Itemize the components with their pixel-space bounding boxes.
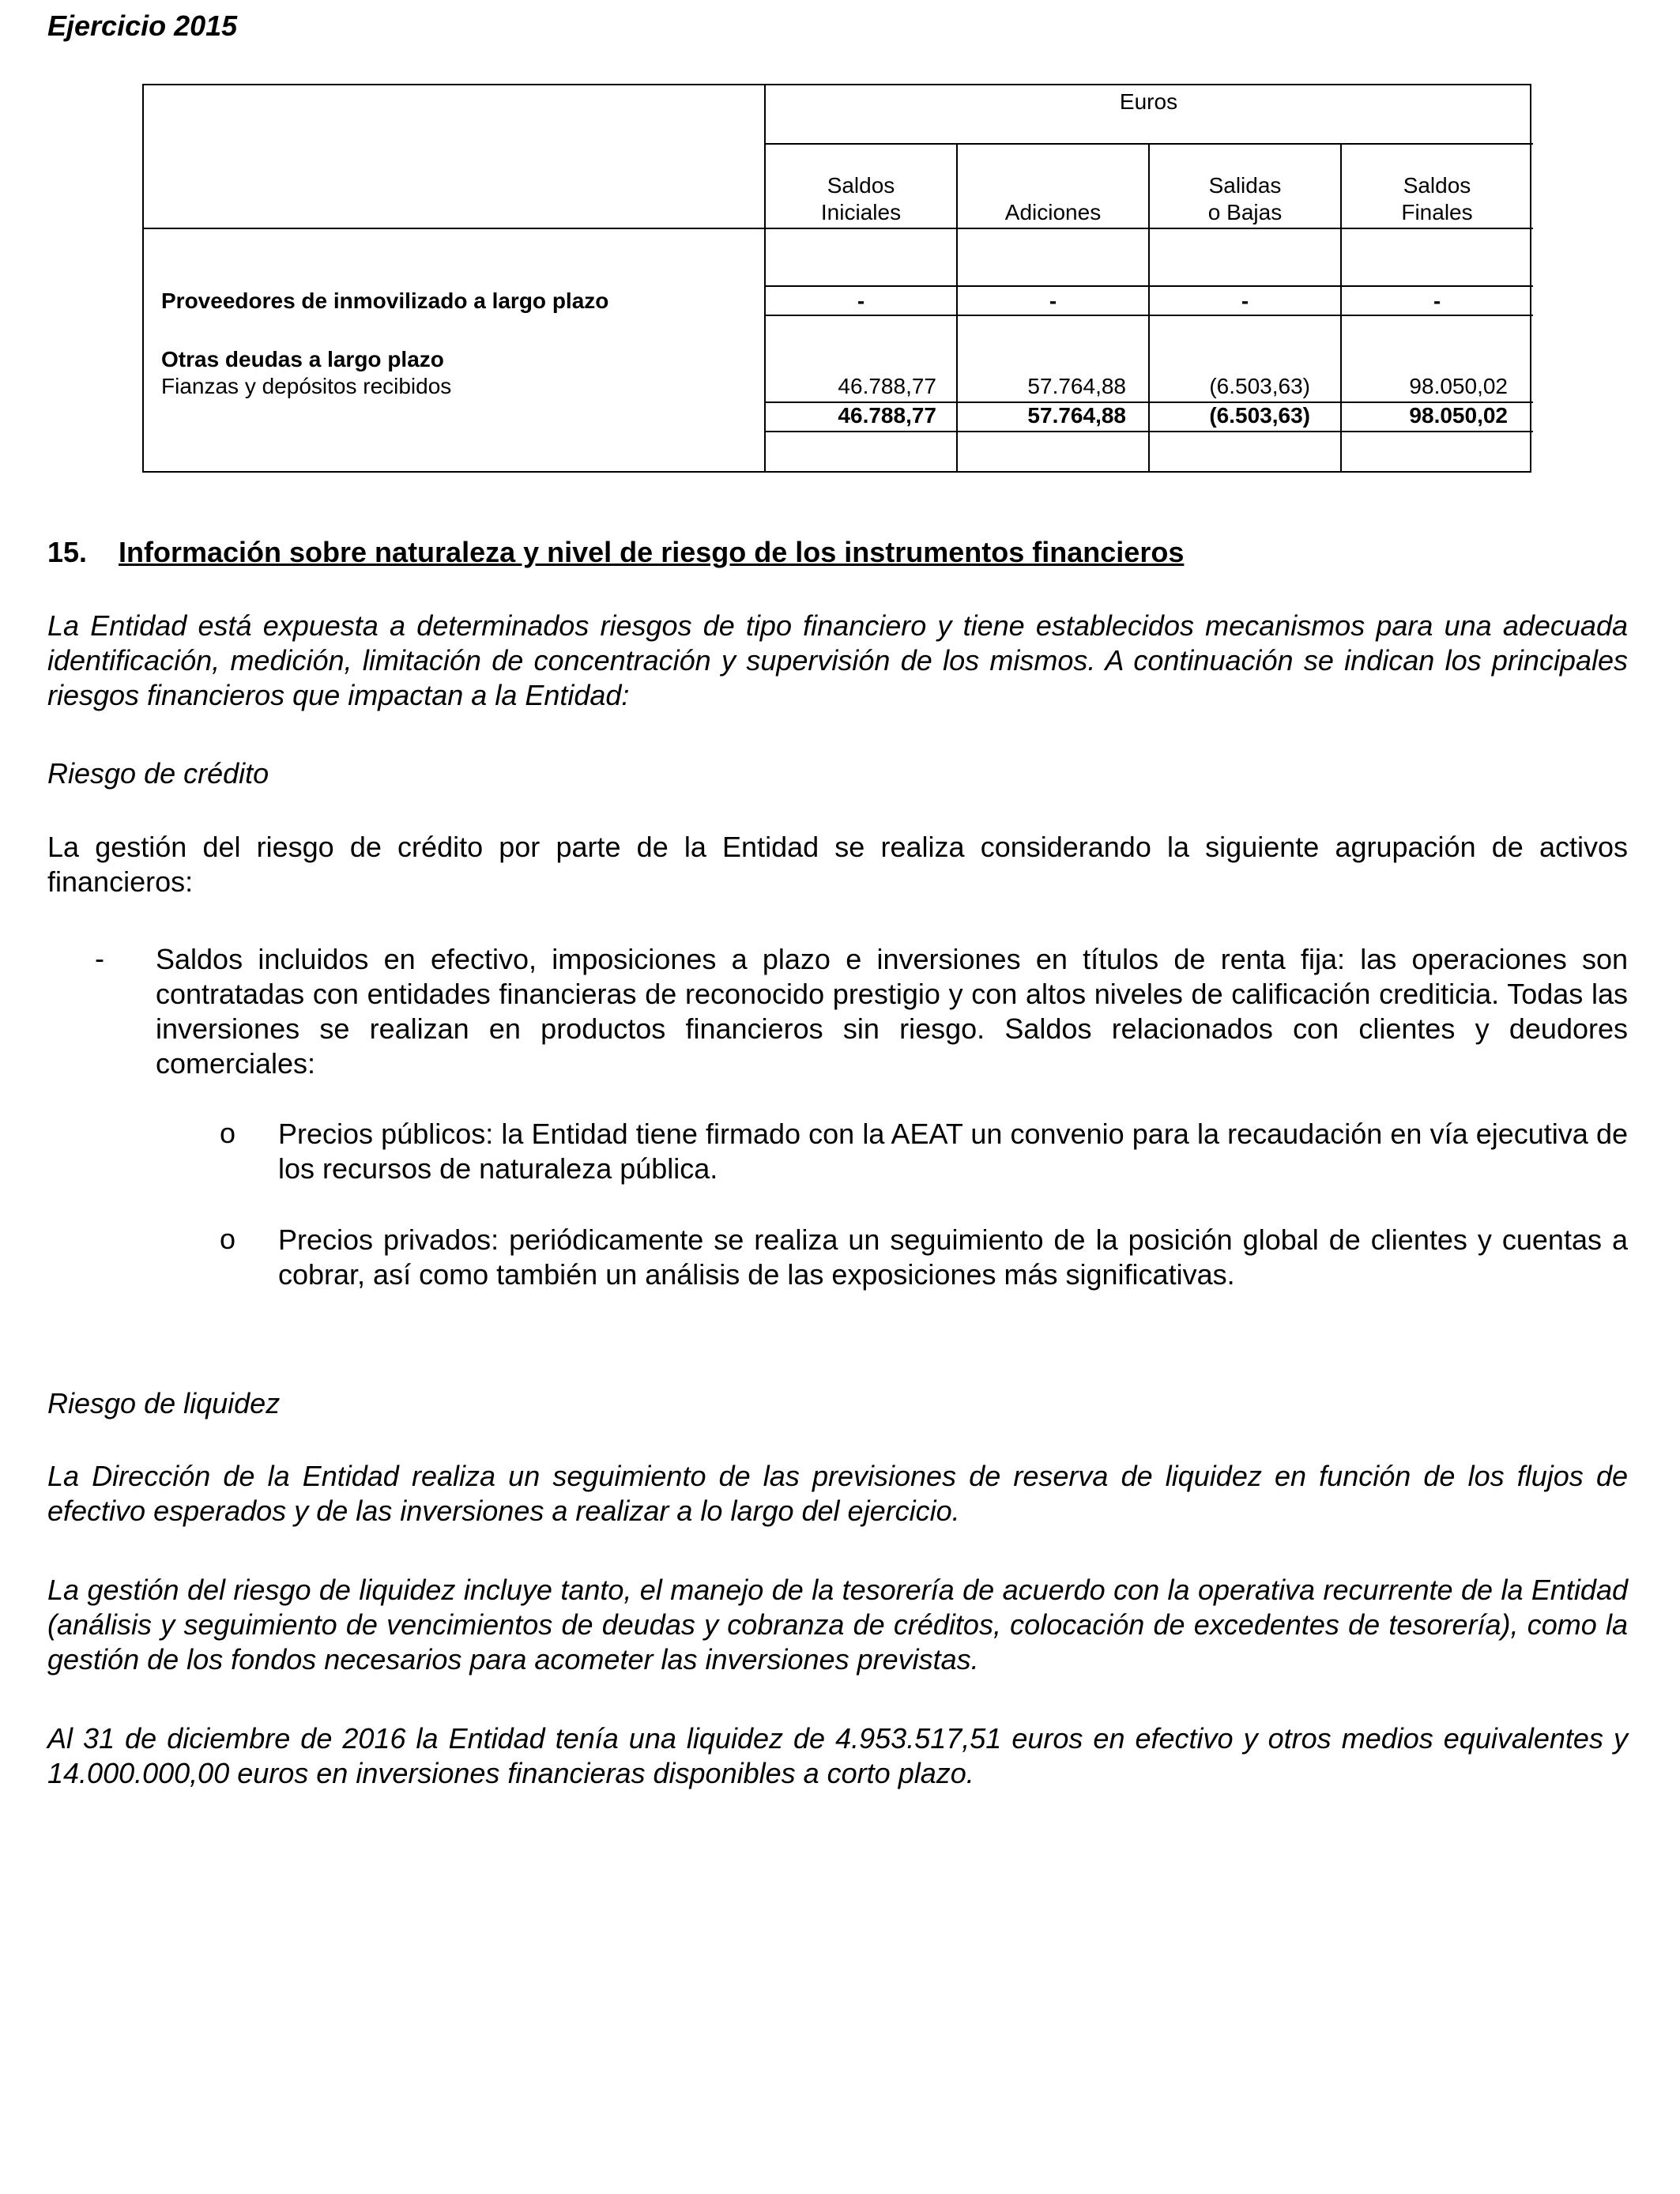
liquidity-paragraph-1: La Dirección de la Entidad realiza un seguimiento de las previsiones de reserva de liquidez en función de los flujos de efectivo esperados y de las inversiones a realizar a lo largo del ejercicio.	[47, 1460, 1628, 1527]
sub-bullet-text: Precios privados: periódicamente se realiza un seguimiento de la posición global de clientes y cuentas a cobrar, así como también un análisis de las exposiciones más significativas.	[278, 1223, 1628, 1291]
row2-value: (6.503,63)	[1209, 374, 1310, 398]
sub-bullet-mark: o	[220, 1223, 236, 1255]
intro-paragraph: La Entidad está expuesta a determinados riesgos de tipo financiero y tiene establecidos mecanismos para una adecuada identificación, medición, limitación de concentración y supervisión de los mismos. A continuación se indican los principales riesgos financieros que impactan a la Entidad:	[47, 609, 1628, 711]
row1-value: -	[857, 288, 865, 313]
credit-risk-title: Riesgo de crédito	[47, 757, 269, 790]
liquidity-paragraph-2: La gestión del riesgo de liquidez incluye tanto, el manejo de la tesorería de acuerdo con la operativa recurrente de la Entidad (análisis y seguimiento de vencimientos de deudas y cobranza de créditos, colocación de excedentes de tesorería), como la gestión de los fondos necesarios para acometer las inversiones previstas.	[47, 1574, 1628, 1676]
bullet-text: Saldos incluidos en efectivo, imposiciones a plazo e inversiones en títulos de renta fija: las operaciones son contratadas con entidades financieras de reconocido prestigio y con altos niveles de calificación crediticia. Todas las inversiones se realizan en productos financieros sin riesgo. Saldos relacionados con clientes y deudores comerciales:	[156, 943, 1628, 1080]
section-title: Información sobre naturaleza y nivel de riesgo de los instrumentos financieros	[119, 536, 1185, 568]
total-value: 98.050,02	[1409, 403, 1508, 428]
row-label-proveedores: Proveedores de inmovilizado a largo plazo	[161, 288, 609, 313]
total-value: (6.503,63)	[1209, 403, 1310, 428]
row2-value: 98.050,02	[1409, 374, 1508, 398]
total-value: 46.788,77	[838, 403, 936, 428]
row1-value: -	[1433, 288, 1441, 313]
liquidity-risk-title: Riesgo de liquidez	[47, 1387, 281, 1419]
sub-bullet-mark: o	[220, 1117, 236, 1149]
balance-table	[142, 84, 1531, 473]
row1-value: -	[1049, 288, 1057, 313]
col-header-salidas: Salidas o Bajas	[1207, 173, 1283, 224]
row-label-fianzas: Fianzas y depósitos recibidos	[161, 374, 452, 398]
row2-value: 57.764,88	[1027, 374, 1126, 398]
row-group-otras-deudas: Otras deudas a largo plazo	[161, 347, 444, 371]
sub-bullet-text: Precios públicos: la Entidad tiene firmado con la AEAT un convenio para la recaudación en vía ejecutiva de los recursos de naturaleza pública.	[278, 1118, 1628, 1185]
bullet-dash: -	[95, 942, 104, 974]
table-rule	[144, 228, 1533, 229]
exercise-heading: Ejercicio 2015	[47, 9, 238, 42]
row1-value: -	[1241, 288, 1249, 313]
total-value: 57.764,88	[1027, 403, 1126, 428]
credit-risk-paragraph: La gestión del riesgo de crédito por parte de la Entidad se realiza considerando la siguiente agrupación de activos financieros:	[47, 831, 1628, 898]
section-number: 15.	[47, 536, 88, 568]
col-header-saldos-finales: Saldos Finales	[1401, 173, 1473, 224]
col-header-saldos-iniciales: Saldos Iniciales	[820, 173, 902, 224]
col-header-adiciones: Adiciones	[1004, 200, 1102, 224]
liquidity-paragraph-3: Al 31 de diciembre de 2016 la Entidad tenía una liquidez de 4.953.517,51 euros en efectivo y otros medios equivalentes y 14.000.000,00 euros en inversiones financieras disponibles a corto plazo.	[47, 1722, 1628, 1789]
row2-value: 46.788,77	[838, 374, 936, 398]
group-header: Euros	[1119, 89, 1178, 114]
